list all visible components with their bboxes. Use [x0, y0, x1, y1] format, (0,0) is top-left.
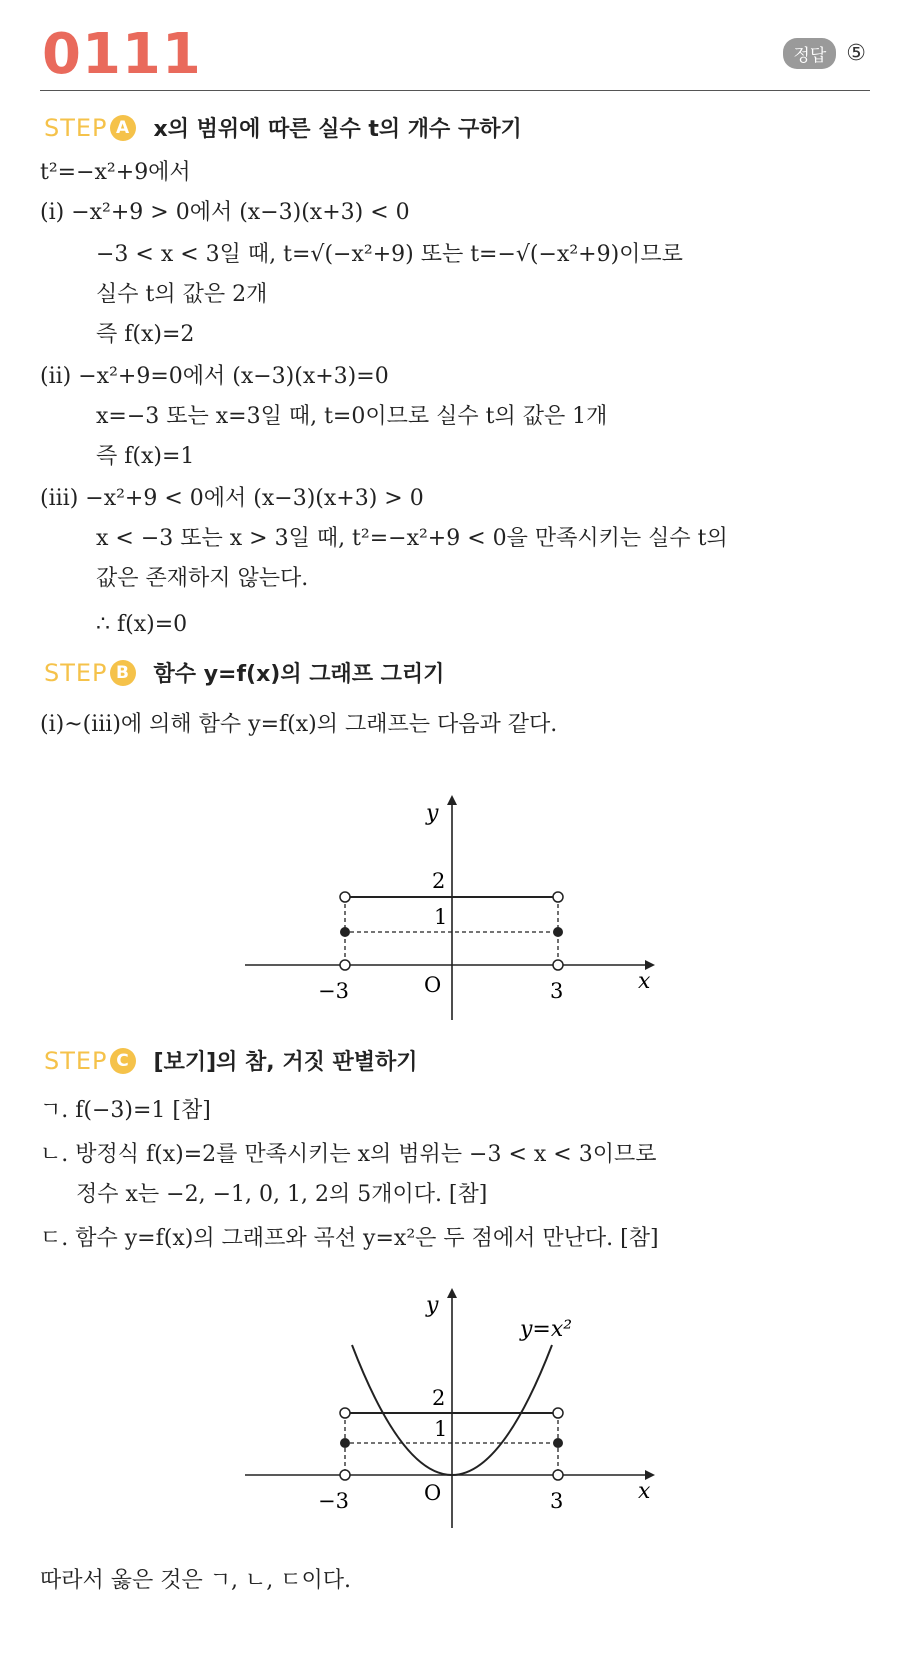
step-a-line-5: 즉 f(x)=2 — [96, 322, 195, 347]
y-tick-2: 2 — [432, 869, 446, 893]
curve-label: y=x² — [520, 1317, 573, 1342]
step-a-line-4: 실수 t의 값은 2개 — [96, 282, 268, 307]
step-badge-c: C — [110, 1048, 136, 1074]
x-tick-3: 3 — [550, 979, 564, 1003]
problem-number: 0111 — [42, 22, 202, 87]
x-axis-label: x — [638, 969, 651, 994]
open-dot — [340, 1408, 350, 1418]
step-a-line-3: −3 < x < 3일 때, t=√(−x²+9) 또는 t=−√(−x²+9)이므로 — [96, 242, 683, 267]
x-tick-3: 3 — [550, 1489, 564, 1513]
x-axis-label: x — [638, 1479, 651, 1504]
step-a-line-6: (ⅱ) −x²+9=0에서 (x−3)(x+3)=0 — [40, 364, 389, 389]
step-c-title: [보기]의 참, 거짓 판별하기 — [153, 1050, 418, 1075]
y-axis-arrow — [447, 1288, 457, 1298]
origin-label: O — [424, 1481, 442, 1505]
step-badge-a: A — [110, 115, 136, 141]
y-tick-1: 1 — [434, 1417, 448, 1441]
origin-label: O — [424, 973, 442, 997]
step-a-line-10: x < −3 또는 x > 3일 때, t²=−x²+9 < 0을 만족시키는 실수 t의 — [96, 526, 728, 551]
filled-dot — [340, 1438, 350, 1448]
step-c-line-3: 정수 x는 −2, −1, 0, 1, 2의 5개이다. [참] — [76, 1182, 488, 1207]
x-tick-neg3: −3 — [318, 979, 349, 1003]
y-tick-2: 2 — [432, 1386, 446, 1410]
step-word: STEP — [44, 1046, 108, 1075]
step-word: STEP — [44, 658, 108, 687]
open-dot — [553, 1470, 563, 1480]
y-tick-1: 1 — [434, 905, 448, 929]
open-dot — [340, 1470, 350, 1480]
step-a-line-9: (ⅲ) −x²+9 < 0에서 (x−3)(x+3) > 0 — [40, 486, 424, 511]
step-badge-b: B — [110, 660, 136, 686]
step-a-line-1: t²=−x²+9에서 — [40, 160, 191, 185]
step-a-line-7: x=−3 또는 x=3일 때, t=0이므로 실수 t의 값은 1개 — [96, 404, 608, 429]
conclusion: 따라서 옳은 것은 ㄱ, ㄴ, ㄷ이다. — [40, 1568, 351, 1593]
step-a-line-11: 값은 존재하지 않는다. — [96, 566, 309, 591]
y-axis-label: y — [426, 1293, 439, 1318]
answer-label: 정답 — [783, 38, 836, 69]
step-a-title: x의 범위에 따른 실수 t의 개수 구하기 — [153, 117, 522, 142]
filled-dot — [553, 1438, 563, 1448]
step-a-line-8: 즉 f(x)=1 — [96, 444, 195, 469]
step-c-line-1: ㄱ. f(−3)=1 [참] — [40, 1098, 211, 1123]
x-tick-neg3: −3 — [318, 1489, 349, 1513]
step-b-title: 함수 y=f(x)의 그래프 그리기 — [153, 662, 445, 687]
step-a-line-2: (ⅰ) −x²+9 > 0에서 (x−3)(x+3) < 0 — [40, 200, 410, 225]
answer-value: ⑤ — [846, 41, 866, 66]
step-c-line-2: ㄴ. 방정식 f(x)=2를 만족시키는 x의 범위는 −3 < x < 3이므로 — [40, 1142, 657, 1167]
y-axis-label: y — [426, 801, 439, 826]
step-b-intro: (ⅰ)~(ⅲ)에 의해 함수 y=f(x)의 그래프는 다음과 같다. — [40, 712, 558, 737]
step-a-line-12: ∴ f(x)=0 — [96, 612, 188, 637]
step-word: STEP — [44, 113, 108, 142]
open-dot — [553, 1408, 563, 1418]
step-c-line-4: ㄷ. 함수 y=f(x)의 그래프와 곡선 y=x²은 두 점에서 만난다. [참] — [40, 1226, 659, 1251]
